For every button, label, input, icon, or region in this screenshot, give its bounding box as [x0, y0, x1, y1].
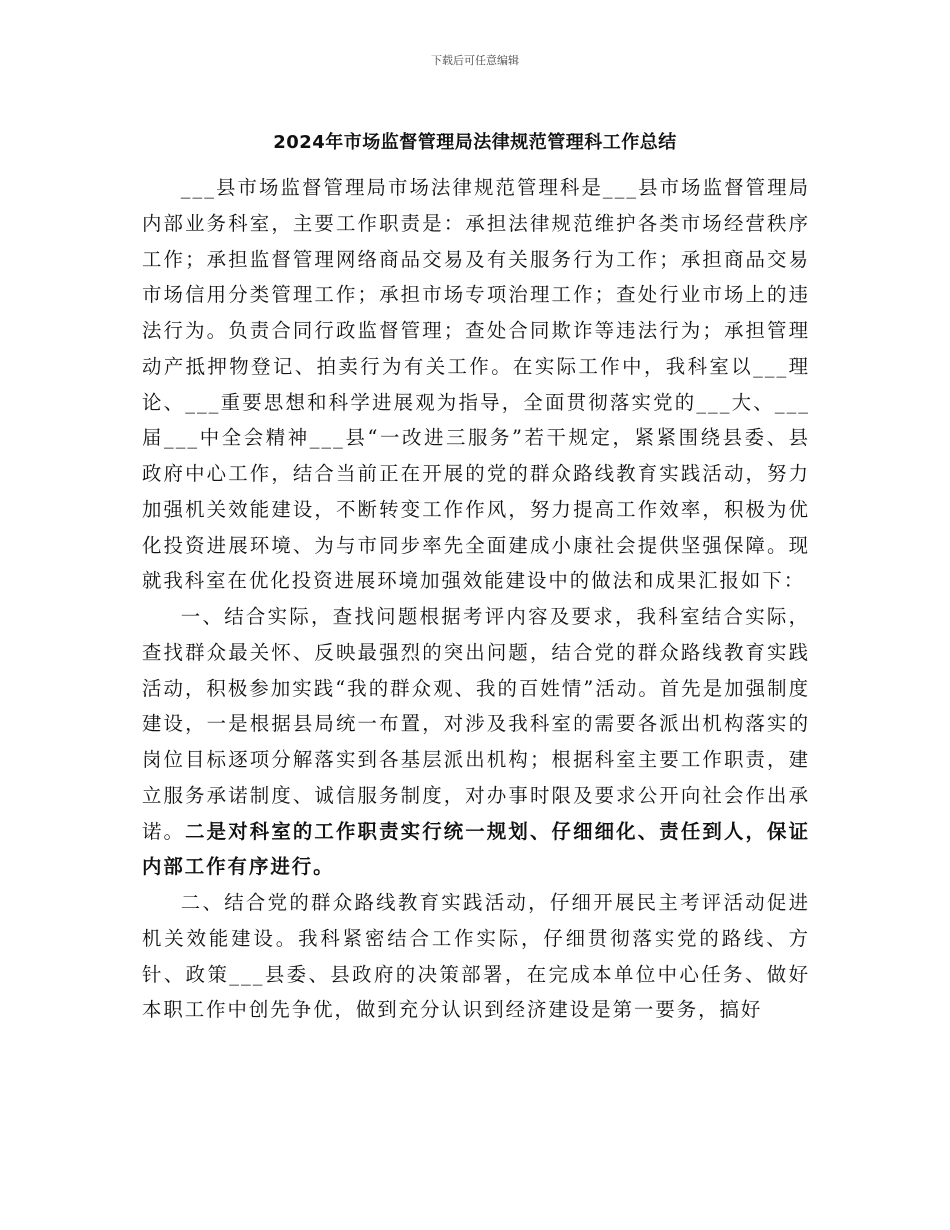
paragraph-section-one-bold-text: 二是对科室的工作职责实行统一规划、仔细细化、责任到人，保证内部工作有序进行。 — [142, 819, 811, 879]
page-header-note: 下载后可任意编辑 — [431, 54, 519, 67]
paragraph-section-one — [142, 599, 810, 885]
paragraph-intro-text: ___县市场监督管理局市场法律规范管理科是___县市场监督管理局内部业务科室，主要工作职责是：承担法律规范维护各类市场经营秩序工作；承担监督管理网络商品交易及有关服务行为工作；承担商品交易市场信用分类管理工作；承担市场专项治理工作；查处行业市场上的违法行为。负责合同行政监督管理；查处合同欺诈等违法行为；承担管理动产抵押物登记、拍卖行为有关工作。在实际工作中，我科室以___理论、___重要思想和科学进展观为指导，全面贯彻落实党的___大、___届___中全会精神___县“一改进三服务”若干规定，紧紧围绕县委、县政府中心工作，结合当前正在开展的党的群众路线教育实践活动，努力加强机关效能建设，不断转变工作作风，努力提高工作效率，积极为优化投资进展环境、为与市同步率先全面建成小康社会提供坚强保障。现就我科室在优化投资进展环境加强效能建设中的做法和成果汇报如下： — [142, 176, 810, 593]
paragraph-section-one-text: 一、结合实际，查找问题根据考评内容及要求，我科室结合实际，查找群众最关怀、反映最强烈的突出问题，结合党的群众路线教育实践活动，积极参加实践“我的群众观、我的百姓情”活动。首先是加强制度建设，一是根据县局统一布置，对涉及我科室的需要各派出机构落实的岗位目标逐项分解落实到各基层派出机构；根据科室主要工作职责，建立服务承诺制度、诚信服务制度，对办事时限及要求公开向社会作出承诺。 — [142, 605, 810, 843]
document-body — [142, 170, 810, 1028]
paragraph-section-two-text: 二、结合党的群众路线教育实践活动，仔细开展民主考评活动促进机关效能建设。我科紧密结合工作实际，仔细贯彻落实党的路线、方针、政策___县委、县政府的决策部署，在完成本单位中心任务、做好本职工作中创先争优，做到充分认识到经济建设是第一要务，搞好 — [142, 891, 810, 1022]
paragraph-section-two — [142, 885, 810, 1028]
paragraph-intro — [142, 170, 810, 599]
document-title: 2024年市场监督管理局法律规范管理科工作总结 — [273, 132, 677, 153]
